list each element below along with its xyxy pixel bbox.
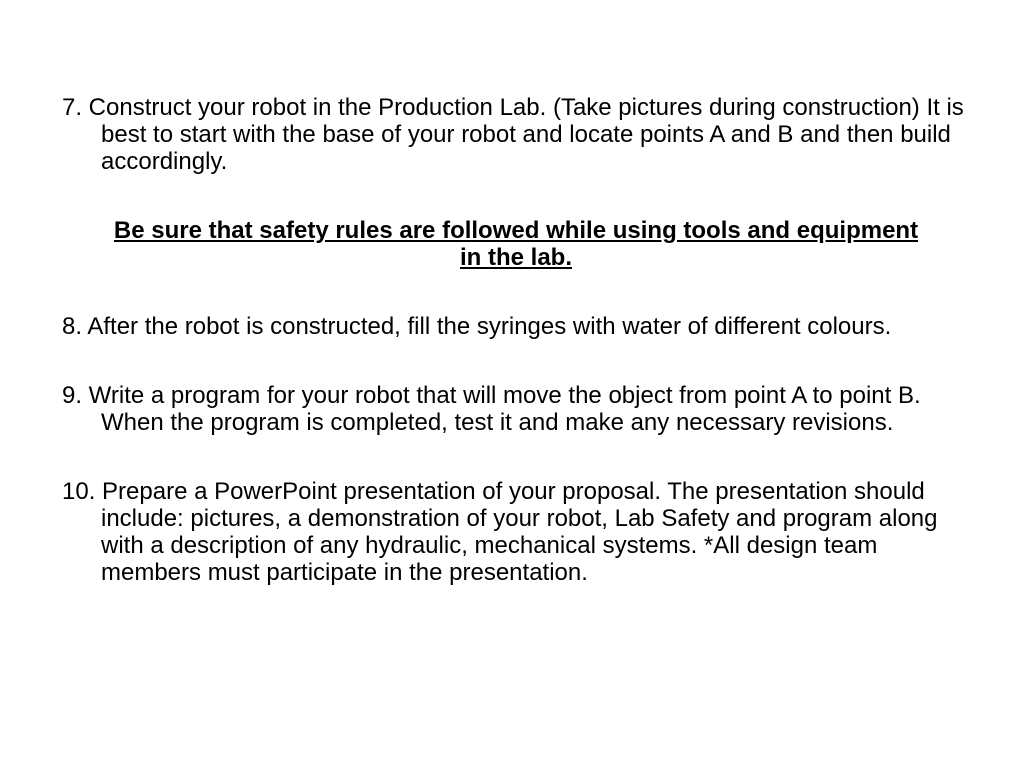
step-7-text: 7. Construct your robot in the Production Lab. (Take pictures during construction) It is best to start with the base of your robot and locate points A and B and then build accordingly. <box>62 94 964 175</box>
slide-body <box>62 94 970 586</box>
step-10-text: 10. Prepare a PowerPoint presentation of your proposal. The presentation should include: pictures, a demonstration of your robot, Lab Safety and program along with a description of any hydraulic, mechanical systems. *All design team members must participate in the presentation. <box>62 478 938 586</box>
step-9-text: 9. Write a program for your robot that will move the object from point A to point B. When the program is completed, test it and make any necessary revisions. <box>62 382 921 436</box>
step-8-text: 8. After the robot is constructed, fill the syringes with water of different colours. <box>62 313 892 340</box>
safety-note: Be sure that safety rules are followed while using tools and equipment in the lab. <box>113 217 919 271</box>
